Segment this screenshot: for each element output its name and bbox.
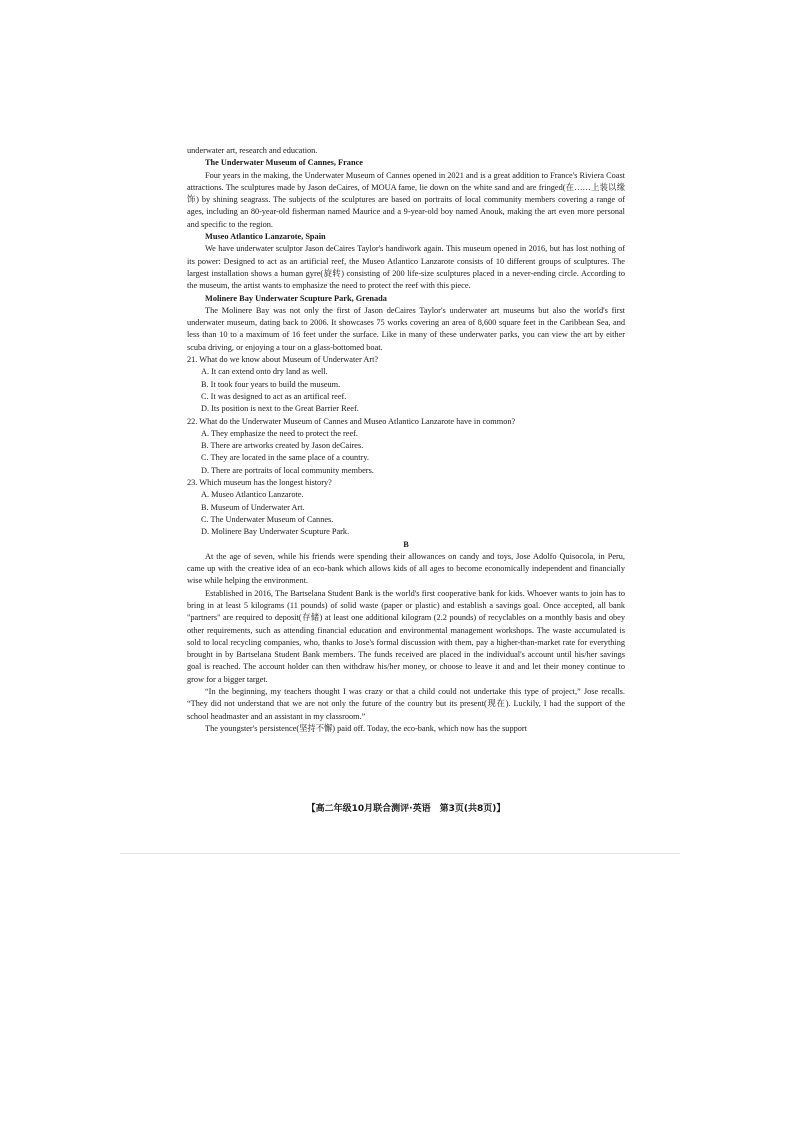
question-22 <box>187 416 625 477</box>
option-b: B. It took four years to build the museum. <box>201 379 341 389</box>
heading-lanzarote: Museo Atlantico Lanzarote, Spain <box>205 232 326 242</box>
question-stem: 22. What do the Underwater Museum of Cannes and Museo Atlantico Lanzarote have in common? <box>187 416 516 426</box>
question-stem: 23. Which museum has the longest history? <box>187 478 332 488</box>
question-21 <box>187 354 625 415</box>
question-stem: 21. What do we know about Museum of Underwater Art? <box>187 355 379 365</box>
paragraph-b4: The youngster's persistence(坚持不懈) paid off. Today, the eco-bank, which now has the support <box>205 723 527 733</box>
paragraph-b1: At the age of seven, while his friends were spending their allowances on candy and toys, Jose Adolfo Quisocola, in Peru, came up with the creative idea of an eco-bank which allows kids of all ages to become economically independent and financially wise while helping the environment. <box>187 551 625 586</box>
paragraph-cannes: Four years in the making, the Underwater Museum of Cannes opened in 2021 and is a great addition to France's Riviera Coast attractions. The sculptures made by Jason deCaires, of MOUA fame, lie down on the white sand and are fringed(在……上装以缘饰) by shining seagrass. The subjects of the sculptures are based on portraits of local community members covering a range of ages, including an 80-year-old fisherman named Maurice and a 9-year-old boy named Anouk, making the art even more personal and specific to the region. <box>187 170 625 229</box>
heading-cannes: The Underwater Museum of Cannes, France <box>205 158 363 168</box>
page-content <box>187 145 625 735</box>
option-b: B. Museum of Underwater Art. <box>201 502 305 512</box>
option-d: D. Its position is next to the Great Barrier Reef. <box>201 404 359 414</box>
option-b: B. There are artworks created by Jason deCaires. <box>201 441 364 451</box>
paragraph-b2: Established in 2016, The Bartselana Student Bank is the world's first cooperative bank for kids. Whoever wants to join has to bring in at least 5 kilograms (11 pounds) of solid waste (paper or plastic) and establish a savings goal. Once accepted, all bank "partners" are required to deposit(存储) at least one additional kilogram (2.2 pounds) of recyclables on a monthly basis and obey other requirements, such as attending financial education and environmental management workshops. The waste accumulated is sold to local recycling companies, who, thanks to Jose's formal discussion with them, pay a higher-than-market rate for everything brought in by Bartselana Student Bank members. The funds received are placed in the individual's account until his/her savings goal is reached. The account holder can then withdraw his/her money, or choose to leave it and and let their money continue to grow for a bigger target. <box>187 588 625 684</box>
section-b-label: B <box>403 539 409 549</box>
page-footer: 【高二年级10月联合测评·英语 第3页(共8页)】 <box>306 804 506 814</box>
option-c: C. The Underwater Museum of Cannes. <box>201 514 334 524</box>
paragraph-lanzarote: We have underwater sculptor Jason deCaires Taylor's handiwork again. This museum opened in 2016, but has lost nothing of its power: Designed to act as an artificial reef, the Museo Atlantico Lanzarote consists of 10 different groups of sculptures. The largest installation shows a human gyre(旋转) consisting of 200 life-size sculptures placed in a never-ending circle. According to the museum, the artist wants to emphasize the need to protect the reef with this piece. <box>187 244 625 291</box>
option-d: D. Molinere Bay Underwater Scupture Park. <box>201 527 350 537</box>
option-c: C. It was designed to act as an artifical reef. <box>201 391 347 401</box>
option-a: A. Museo Atlantico Lanzarote. <box>201 490 304 500</box>
option-a: A. It can extend onto dry land as well. <box>201 367 328 377</box>
heading-molinere: Molinere Bay Underwater Scupture Park, Grenada <box>205 293 387 303</box>
option-a: A. They emphasize the need to protect the reef. <box>201 428 358 438</box>
option-d: D. There are portraits of local community members. <box>201 465 374 475</box>
paragraph-b3: “In the beginning, my teachers thought I was crazy or that a child could not undertake this type of project,” Jose recalls. “They did not understand that we are not only the future of the country but its present(现在). Luckily, I had the support of the school headmaster and an assistant in my classroom.” <box>187 687 625 721</box>
paragraph-continuation: underwater art, research and education. <box>187 146 318 155</box>
option-c: C. They are located in the same place of a country. <box>201 453 369 463</box>
paragraph-molinere: The Molinere Bay was not only the first of Jason deCaires Taylor's underwater art museums but also the world's first underwater museum, dating back to 2006. It showcases 75 works covering an area of 8,600 square feet in the Caribbean Sea, and less than 10 to a maximum of 16 feet under the surface. Like in many of these underwater parks, you can view the art by either scuba driving, or enjoying a tour on a glass-bottomed boat. <box>187 305 625 352</box>
scan-artifact-line <box>120 853 680 854</box>
question-23 <box>187 477 625 538</box>
